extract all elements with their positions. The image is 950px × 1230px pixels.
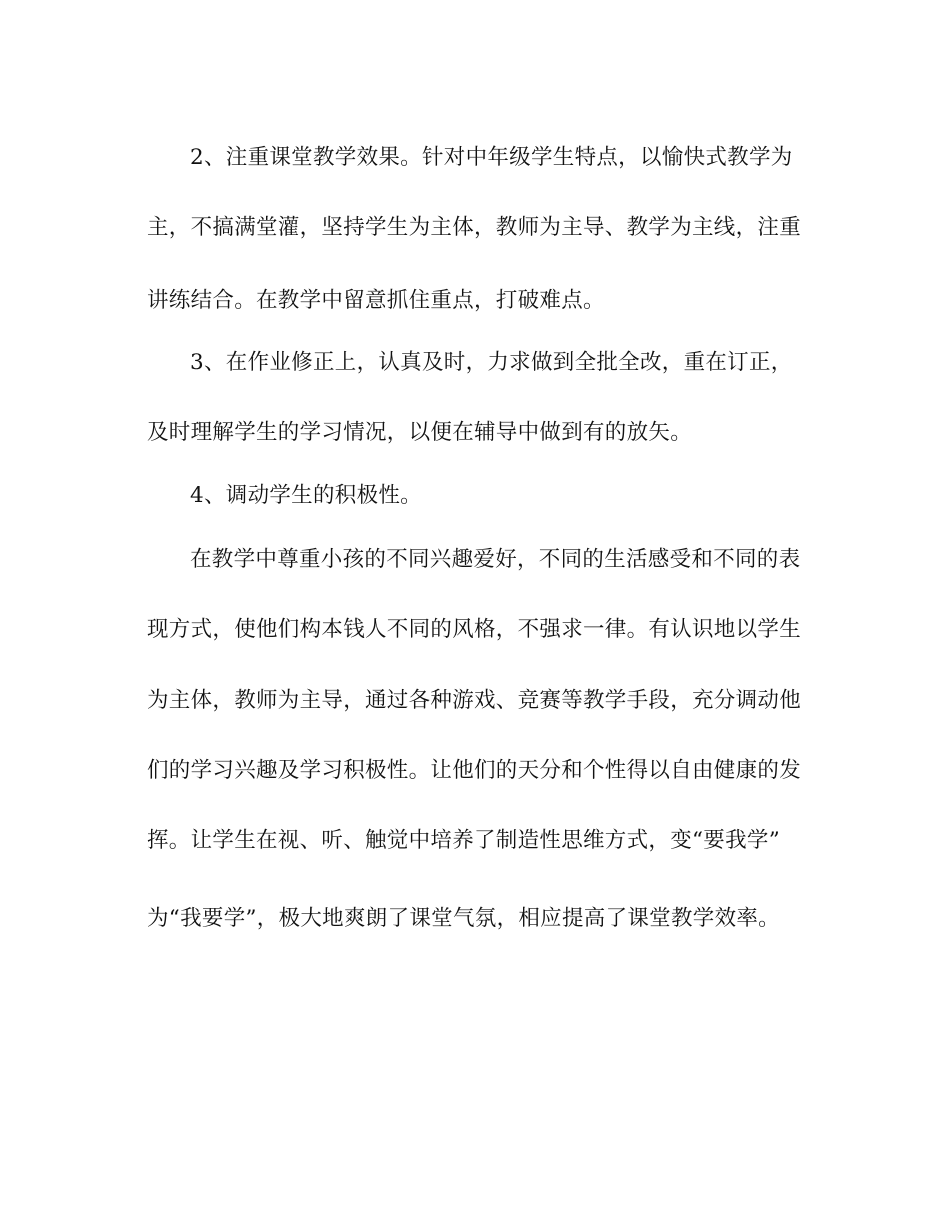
paragraph-5-line-2: 现方式，使他们构本钱人不同的风格，不强求一律。有认识地以学生 — [147, 617, 802, 642]
paragraph-2-line-2: 主，不搞满堂灌，坚持学生为主体，教师为主导、教学为主线，注重 — [147, 215, 802, 240]
paragraph-5-line-3: 为主体，教师为主导，通过各种游戏、竞赛等教学手段，充分调动他 — [147, 688, 802, 713]
paragraph-3-line-1: 3、在作业修正上，认真及时，力求做到全批全改，重在订正， — [190, 350, 793, 375]
paragraph-5-line-5: 挥。让学生在视、听、触觉中培养了制造性思维方式，变“要我学” — [147, 828, 780, 853]
paragraph-2-line-3: 讲练结合。在教学中留意抓住重点，打破难点。 — [147, 288, 605, 313]
paragraph-5-line-6: 为“我要学”，极大地爽朗了课堂气氛，相应提高了课堂教学效率。 — [147, 906, 780, 931]
paragraph-2-line-1: 2、注重课堂教学效果。针对中年级学生特点，以愉快式教学为 — [190, 145, 793, 170]
paragraph-3-line-2: 及时理解学生的学习情况，以便在辅导中做到有的放矢。 — [147, 420, 693, 445]
paragraph-4-heading: 4、调动学生的积极性。 — [190, 483, 422, 508]
paragraph-5-line-1: 在教学中尊重小孩的不同兴趣爱好，不同的生活感受和不同的表 — [190, 547, 801, 572]
paragraph-5-line-4: 们的学习兴趣及学习积极性。让他们的天分和个性得以自由健康的发 — [147, 758, 802, 783]
